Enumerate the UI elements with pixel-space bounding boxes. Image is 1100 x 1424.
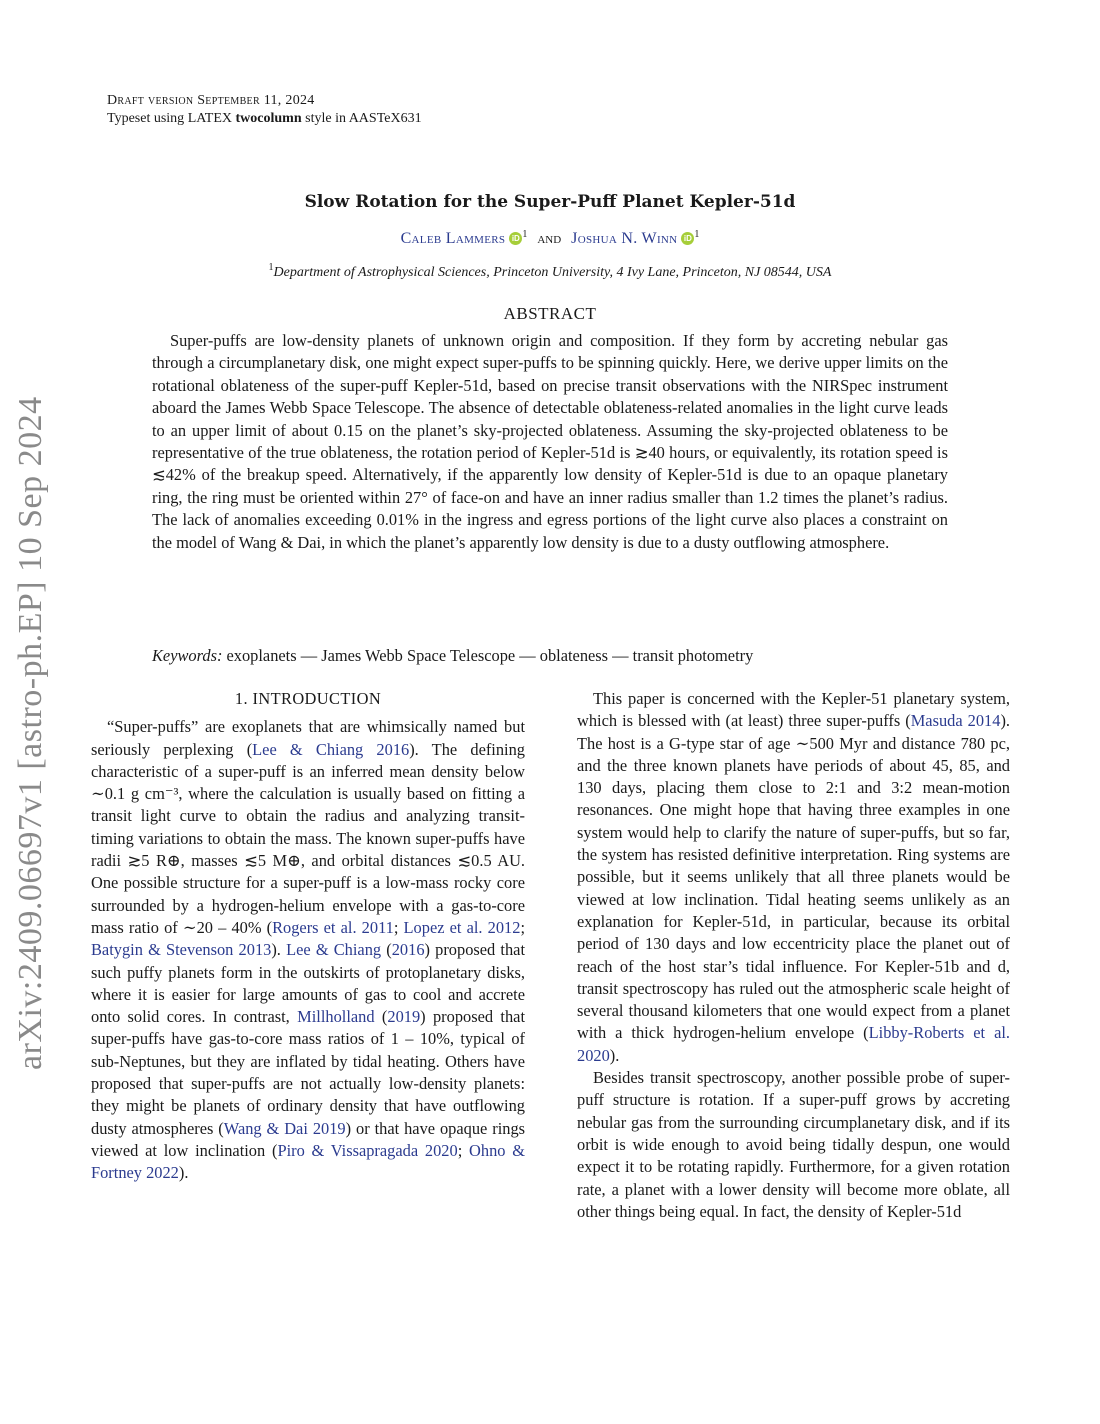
author-name[interactable]: Caleb Lammers [400, 230, 506, 247]
abstract-heading: ABSTRACT [503, 304, 597, 323]
body-text: ). The defining characteristic of a super-puff is an inferred mean density below ∼0.1 g cm⁻³, where the calculation is usually based on fitting a transit light curve to obtain the radius and analyzing transit-timing variations to obtain the mass. The known super-puffs have radii ≳5 R⊕, masses ≲5 M⊕, and orbital distances ≲0.5 AU. One possible structure for a super-puff is a low-mass rocky core surrounded by a hydrogen-helium envelope with a gas-to-core mass ratio of ∼20 – 40% ( [91, 739, 525, 937]
body-text: ). [609, 1045, 620, 1065]
left-column [91, 688, 525, 1185]
body-text: This paper is concerned with the Kepler-51 planetary system, which is blessed with (at least) three super-puffs ( [577, 689, 1010, 731]
body-text: ). The host is a G-type star of age ∼500 Myr and distance 780 pc, and the three known planets have periods of about 45, 85, and 130 days, placing them close to 2:1 and 3:2 mean-motion resonances. One might hope that having three examples in one system would help to clarify the nature of super-puffs, but so far, the system has resisted definitive interpretation. Ring systems are possible, but it seems unlikely that all three planets would be viewed at low inclination. Tidal heating seems unlikely as an explanation for Kepler-51d, in particular, because its orbital period of 130 days and low eccentricity place the planet out of reach of the host star’s tidal influence. For Kepler-51b and d, transit spectroscopy has ruled out the atmospheric scale height of several thousand kilometers that one would expect from a planet with a thick hydrogen-helium envelope ( [577, 711, 1010, 1043]
citation-separator: ; [393, 917, 404, 937]
author-list [0, 229, 1100, 248]
typeset-style: twocolumn [235, 111, 302, 126]
body-text: ) proposed that super-puffs have gas-to-core mass ratios of 1 – 10%, typical of sub-Neptunes, but they are inflated by tidal heating. Others have proposed that super-puffs are not actually low-density planets: they might be planets of ordinary density that have outflowing dusty atmospheres ( [91, 1007, 525, 1138]
body-text: ) or that have opaque rings viewed at low inclination ( [91, 1118, 526, 1160]
typeset-label: Typeset using [107, 111, 188, 126]
draft-date: September 11, 2024 [197, 93, 315, 108]
page-header [107, 92, 422, 128]
latex-logo: LATEX [187, 111, 233, 126]
citation-link[interactable]: Lee & Chiang [286, 940, 382, 960]
citation-link[interactable]: Masuda 2014 [910, 711, 1001, 731]
citation-separator: ; [520, 917, 525, 937]
body-text: ) proposed that such puffy planets form in the outskirts of protoplanetary disks, where it is easier for large amounts of gas to cool and accrete onto solid cores. In contrast, [91, 940, 525, 1027]
body-text: ). [271, 940, 287, 960]
citation-link[interactable]: Rogers et al. 2011 [272, 917, 394, 937]
citation-link[interactable]: 2016 [391, 940, 425, 960]
orcid-icon[interactable]: iD [509, 232, 522, 245]
draft-version-line [107, 92, 422, 110]
right-column [577, 688, 1010, 1223]
typeset-line [107, 110, 422, 128]
abstract-body: Super-puffs are low-density planets of unknown origin and composition. If they form by accreting nebular gas through a circumplanetary disk, one might expect super-puffs to be spinning quickly. Here, we derive upper limits on the rotational oblateness of the super-puff Kepler-51d, based on precise transit observations with the NIRSpec instrument aboard the James Webb Space Telescope. The absence of detectable oblateness-related anomalies in the light curve leads to an upper limit of about 0.15 on the planet’s sky-projected oblateness. Assuming the sky-projected oblateness to be representative of the true oblateness, the rotation period of Kepler-51d is ≳40 hours, or equivalently, its rotation speed is ≲42% of the breakup speed. Alternatively, if the apparently low density of Kepler-51d is due to an opaque planetary ring, the ring must be oriented within 27° of face-on and have an inner radius smaller than 1.2 times the planet’s radius. The lack of anomalies exceeding 0.01% in the ingress and egress portions of the light curve also places a constraint on the model of Wang & Dai, in which the planet’s apparently low density is due to a dusty outflowing atmosphere. [152, 331, 948, 552]
body-paragraph: Besides transit spectroscopy, another possible probe of super-puff structure is rotation. If a super-puff grows by accreting nebular gas from the surrounding circumplanetary disk, and if its orbit is wide enough to avoid being tidally despun, one would expect it to be rotating rapidly. Furthermore, for a given rotation rate, a planet with a lower density will become more oblate, all other things being equal. In fact, the density of Kepler-51d [577, 1068, 1010, 1221]
body-paragraph [91, 716, 525, 1184]
citation-link[interactable]: Piro & Vissapragada 2020 [277, 1140, 458, 1160]
affiliation-text: Department of Astrophysical Sciences, Princeton University, 4 Ivy Lane, Princeton, NJ 08544, USA [273, 265, 832, 280]
affiliation [0, 262, 1100, 281]
affiliation-marker: 1 [522, 229, 528, 240]
keywords [152, 646, 753, 666]
affiliation-number: 1 [268, 262, 274, 273]
keywords-list: exoplanets — James Webb Space Telescope — oblateness — transit photometry [222, 646, 754, 665]
body-text: ( [381, 940, 392, 960]
citation-link[interactable]: Batygin & Stevenson 2013 [91, 940, 272, 960]
citation-link[interactable]: Millholland [297, 1007, 375, 1027]
citation-link[interactable]: 2019 [387, 1007, 421, 1027]
body-paragraph [577, 688, 1010, 1067]
author-conjunction: and [537, 230, 562, 247]
body-text: “Super-puffs” are exoplanets that are whimsically named but seriously perplexing ( [91, 717, 525, 759]
citation-link[interactable]: Lee & Chiang 2016 [252, 739, 410, 759]
affiliation-marker: 1 [694, 229, 700, 240]
orcid-icon[interactable]: iD [681, 232, 694, 245]
body-text: ( [374, 1007, 388, 1027]
paper-title: Slow Rotation for the Super-Puff Planet Kepler-51d [304, 192, 796, 212]
citation-link[interactable]: Wang & Dai 2019 [223, 1118, 346, 1138]
citation-link[interactable]: Lopez et al. 2012 [403, 917, 521, 937]
citation-separator: ; [457, 1140, 470, 1160]
citation-link[interactable]: Ohno & Fortney 2022 [91, 1140, 525, 1183]
section-heading: 1. INTRODUCTION [234, 689, 382, 708]
arxiv-identifier: arXiv:2409.06697v1 [astro-ph.EP] 10 Sep 2024 [12, 396, 49, 1070]
author-name[interactable]: Joshua N. Winn [571, 230, 678, 247]
citation-link[interactable]: Libby-Roberts et al. 2020 [577, 1023, 1010, 1065]
draft-label: Draft version [107, 93, 198, 108]
body-text: ). [178, 1163, 189, 1183]
keywords-label: Keywords: [152, 646, 223, 665]
typeset-suffix: style in AASTeX631 [301, 111, 422, 126]
